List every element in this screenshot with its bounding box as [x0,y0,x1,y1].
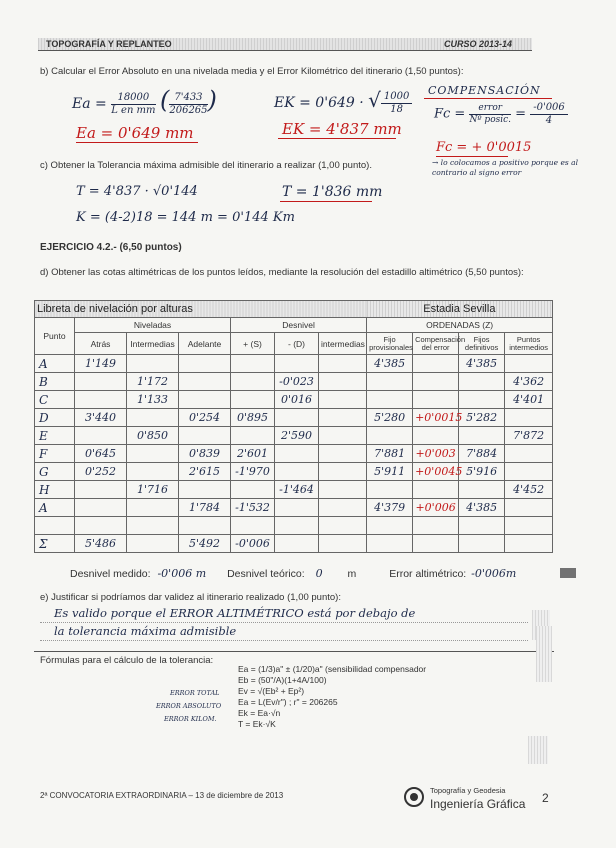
col-adelante: Adelante [179,333,231,355]
cell-adelante: 2'615 [179,463,231,481]
col-puntos-int: Puntos intermedios [505,333,553,355]
cell-fijo: 5'911 [367,463,413,481]
cell-def [459,373,505,391]
note-error-absoluto: ERROR ABSOLUTO [156,702,222,710]
cell-adelante [179,391,231,409]
cell-desn-int [319,463,367,481]
cell-comp [413,517,459,535]
desnivel-medido: -0'006 m [157,567,207,580]
cell-adelante [179,355,231,373]
cell-minus [275,517,319,535]
note-error-kilometrico: ERROR KILOM. [164,715,217,723]
section-divider [34,651,554,652]
cell-adelante [179,373,231,391]
cell-inter [127,355,179,373]
compensacion-title: COMPENSACIÓN [428,84,541,97]
t-expression: T = 4'837 · √0'144 [76,184,198,199]
answer-rule-1 [40,622,528,623]
cell-adelante [179,481,231,499]
formula-5: Ek = Ea·√n [238,708,281,719]
brand-logo-icon [404,787,424,807]
cell-comp: +0'0015 [413,409,459,427]
footer-left: 2ª CONVOCATORIA EXTRAORDINARIA – 13 de diciembre de 2013 [40,791,284,800]
col-desnivel: Desnivel [231,318,367,333]
cell-atras [75,391,127,409]
cell-minus: 0'016 [275,391,319,409]
table-row [35,445,553,463]
desnivel-teorico-label: Desnivel teórico: [227,568,305,580]
cell-atras: 3'440 [75,409,127,427]
footer-brand-2: Ingeniería Gráfica [430,797,526,811]
desnivel-teorico: 0 [315,567,323,580]
table-row [35,373,553,391]
cell-def [459,517,505,535]
cell-punto: A [35,499,75,517]
cell-def: 5'282 [459,409,505,427]
cell-inter: 1'172 [127,373,179,391]
table-row [35,463,553,481]
cell-desn-int [319,499,367,517]
cell-desn-int [319,445,367,463]
cell-fijo [367,391,413,409]
cell-punto: A [35,355,75,373]
cell-pint [505,517,553,535]
cell-inter [127,517,179,535]
cell-inter: 1'133 [127,391,179,409]
cell-pint: 4'452 [505,481,553,499]
cell-desn-int [319,481,367,499]
cell-def [459,535,505,553]
cell-adelante [179,517,231,535]
cell-plus: -1'532 [231,499,275,517]
formula-3: Ev = √(Eb² + Ep²) [238,686,305,697]
fc-formula: Fc = $\frac{\text{error}}{\text{Nº posic.}}$ = $\frac{-0'006}{4}$ [434,102,568,126]
exercise-title: EJERCICIO 4.2.- (6,50 puntos) [40,242,182,253]
header-subject: TOPOGRAFÍA Y REPLANTEO [46,39,172,49]
cell-atras: 1'149 [75,355,127,373]
cell-def: 4'385 [459,355,505,373]
cell-adelante: 0'254 [179,409,231,427]
cell-punto: D [35,409,75,427]
answer-rule-2 [40,640,528,641]
table-row [35,499,553,517]
cell-comp: +0'003 [413,445,459,463]
cell-punto: C [35,391,75,409]
formula-1: Ea = (1/3)a" ± (1/20)a" (sensibilidad compensador [238,664,427,674]
cell-minus [275,499,319,517]
cell-minus [275,409,319,427]
cell-desn-int [319,427,367,445]
note-error-total: ERROR TOTAL [170,689,220,697]
cell-plus [231,427,275,445]
fc-result: Fc = + 0'0015 [436,140,532,155]
cell-atras [75,373,127,391]
cell-pint [505,409,553,427]
cell-punto: H [35,481,75,499]
question-b: b) Calcular el Error Absoluto en una nivelada media y el Error Kilométrico del itinerario (1,50 puntos): [40,66,464,77]
table-row [35,391,553,409]
libreta-station: Estadia Sevilla [367,301,553,318]
fc-underline [436,156,508,157]
k-expression: K = (4-2)18 = 144 m = 0'144 Km [76,210,295,225]
col-punto: Punto [35,318,75,355]
cell-inter [127,499,179,517]
ek-result: EK = 4'837 mm [282,120,402,138]
cell-minus: -0'023 [275,373,319,391]
ea-underline [76,142,198,143]
formula-6: T = Ek·√K [238,719,276,730]
cell-def [459,391,505,409]
cell-plus: 0'895 [231,409,275,427]
cell-comp [413,355,459,373]
cell-def: 7'884 [459,445,505,463]
question-e: e) Justificar si podríamos dar validez al itinerario realizado (1,00 punto): [40,592,341,603]
cell-comp [413,373,459,391]
t-underline [280,201,372,202]
cell-atras: 5'486 [75,535,127,553]
ea-formula: Ea = $\frac{18000}{\text{L en mm}}$ ( $\frac{7'433}{206265}$ ) [72,86,217,116]
cell-minus [275,535,319,553]
cell-atras [75,427,127,445]
libreta-table [34,300,553,553]
cell-comp: +0'0045 [413,463,459,481]
page-number: 2 [542,791,549,805]
col-fijo: Fijo provisionales [367,333,413,355]
formula-4: Ea = L(Ev/r") ; r" = 206265 [238,697,338,708]
cell-desn-int [319,373,367,391]
cell-def: 4'385 [459,499,505,517]
table-row [35,355,553,373]
cell-inter: 0'850 [127,427,179,445]
libreta-title: Libreta de nivelación por alturas [35,301,367,318]
table-row [35,517,553,535]
cell-fijo [367,481,413,499]
margin-hatch-2 [536,626,552,682]
cell-pint: 4'362 [505,373,553,391]
table-row [35,481,553,499]
cell-atras [75,481,127,499]
error-value: -0'006m [471,567,517,580]
cell-atras [75,499,127,517]
cell-fijo [367,535,413,553]
cell-inter [127,409,179,427]
ek-underline [278,138,396,139]
header-course: CURSO 2013-14 [444,39,513,49]
cell-pint: 4'401 [505,391,553,409]
cell-comp: +0'006 [413,499,459,517]
cell-plus: -1'970 [231,463,275,481]
col-atras: Atrás [75,333,127,355]
cell-def [459,481,505,499]
fc-note: → lo colocamos a positivo porque es al contrario al signo error [432,158,578,178]
cell-pint [505,445,553,463]
cell-minus [275,463,319,481]
cell-inter [127,535,179,553]
cell-desn-int [319,391,367,409]
col-compensacion: Compensación del error [413,333,459,355]
question-c: c) Obtener la Tolerancia máxima admisible del itinerario a realizar (1,00 punto). [40,160,372,171]
col-minus: - (D) [275,333,319,355]
cell-fijo: 7'881 [367,445,413,463]
cell-adelante: 0'839 [179,445,231,463]
col-desn-intermedias: intermedias [319,333,367,355]
formula-2: Eb = (50"/A)(1+4A/100) [238,675,327,686]
cell-fijo: 4'385 [367,355,413,373]
cell-fijo: 5'280 [367,409,413,427]
cell-atras [75,517,127,535]
cell-adelante: 5'492 [179,535,231,553]
ek-formula: EK = 0'649 · √ $\frac{1000}{18}$ [274,88,412,115]
formulas-block [238,664,426,730]
cell-desn-int [319,517,367,535]
cell-comp [413,481,459,499]
cell-fijo [367,427,413,445]
answer-line-2: la tolerancia máxima admisible [54,624,237,638]
formulas-title: Fórmulas para el cálculo de la tolerancia: [40,655,214,666]
desnivel-medido-label: Desnivel medido: [70,568,151,580]
cell-inter [127,463,179,481]
table-row [35,535,553,553]
unit-m: m [347,568,357,580]
answer-line-1: Es valido porque el ERROR ALTIMÉTRICO está por debajo de [54,606,416,620]
cell-desn-int [319,409,367,427]
cell-inter [127,445,179,463]
col-ordenadas: ORDENADAS (Z) [367,318,553,333]
error-label: Error altimétrico: [389,568,467,580]
t-result: T = 1'836 mm [282,184,383,200]
col-niveladas: Niveladas [75,318,231,333]
cell-atras: 0'645 [75,445,127,463]
cell-def: 5'916 [459,463,505,481]
cell-punto: Σ [35,535,75,553]
cell-pint [505,355,553,373]
comp-underline [424,98,552,99]
cell-pint [505,535,553,553]
summary-row [70,567,516,580]
cell-inter: 1'716 [127,481,179,499]
cell-punto: E [35,427,75,445]
cell-plus [231,373,275,391]
cell-pint: 7'872 [505,427,553,445]
cell-punto [35,517,75,535]
ea-result: Ea = 0'649 mm [76,124,194,142]
cell-punto: F [35,445,75,463]
cell-plus [231,355,275,373]
cell-punto: G [35,463,75,481]
cell-desn-int [319,355,367,373]
cell-atras: 0'252 [75,463,127,481]
cell-minus [275,355,319,373]
cell-plus [231,391,275,409]
scan-mark [560,568,576,578]
footer-brand-1: Topografía y Geodesia [430,786,506,795]
cell-adelante: 1'784 [179,499,231,517]
question-d: d) Obtener las cotas altimétricas de los puntos leídos, mediante la resolución del estadillo altimétrico (5,50 puntos): [40,267,524,278]
table-row [35,409,553,427]
margin-hatch-3 [528,736,548,764]
cell-comp [413,427,459,445]
cell-plus: -0'006 [231,535,275,553]
col-fijos-def: Fijos definitivos [459,333,505,355]
cell-def [459,427,505,445]
col-plus: + (S) [231,333,275,355]
cell-minus [275,445,319,463]
cell-comp [413,535,459,553]
cell-adelante [179,427,231,445]
cell-comp [413,391,459,409]
cell-plus [231,517,275,535]
cell-minus: 2'590 [275,427,319,445]
cell-fijo: 4'379 [367,499,413,517]
cell-pint [505,499,553,517]
cell-pint [505,463,553,481]
col-intermedias: Intermedias [127,333,179,355]
cell-fijo [367,517,413,535]
cell-punto: B [35,373,75,391]
cell-desn-int [319,535,367,553]
cell-plus: 2'601 [231,445,275,463]
table-row [35,427,553,445]
cell-fijo [367,373,413,391]
cell-minus: -1'464 [275,481,319,499]
cell-plus [231,481,275,499]
